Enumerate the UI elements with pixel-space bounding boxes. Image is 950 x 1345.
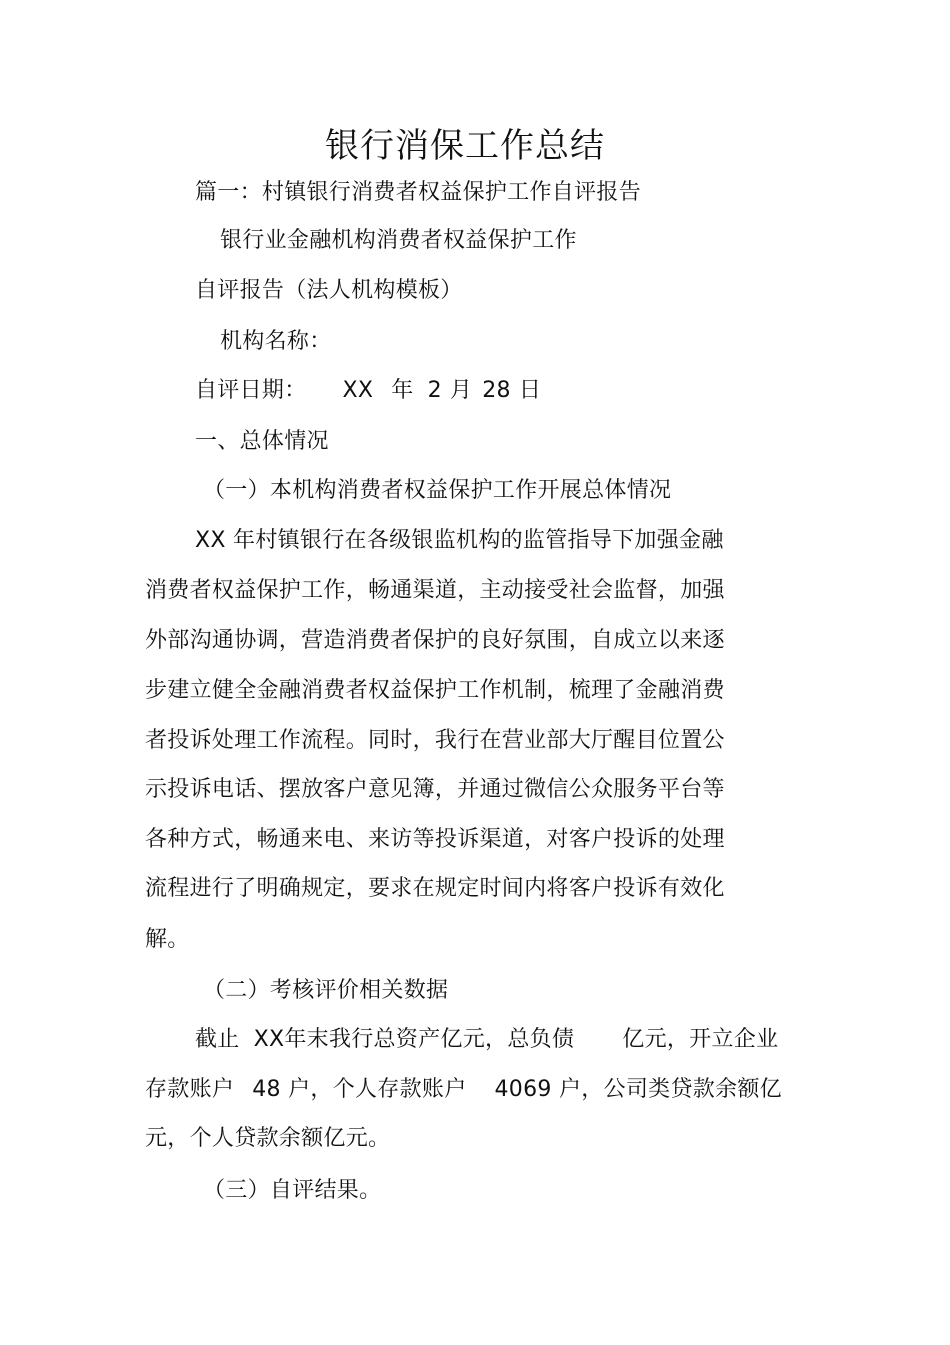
paragraph-line: 流程进行了明确规定，要求在规定时间内将客户投诉有效化 xyxy=(145,876,725,901)
para2-segment: 存款账户 xyxy=(145,1077,235,1102)
document-title: 银行消保工作总结 xyxy=(325,126,605,166)
para2-segment: 4069 户，公司类贷款余额亿 xyxy=(494,1077,782,1102)
paragraph-line: 步建立健全金融消费者权益保护工作机制，梳理了金融消费 xyxy=(145,678,725,703)
subsection-2-heading: （二）考核评价相关数据 xyxy=(203,978,449,1003)
org-name-label: 机构名称： xyxy=(220,329,332,354)
paragraph-line xyxy=(195,1025,778,1055)
paragraph-line: 外部沟通协调，营造消费者保护的良好氛围，自成立以来逐 xyxy=(145,628,725,653)
section-1-heading: 一、总体情况 xyxy=(195,429,329,454)
paragraph-line: 元，个人贷款余额亿元。 xyxy=(145,1126,391,1151)
date-year-unit: 年 xyxy=(391,378,414,403)
para2-segment: 48 户，个人存款账户 xyxy=(252,1077,467,1102)
assessment-date xyxy=(195,376,541,406)
subsection-3-heading: （三）自评结果。 xyxy=(203,1178,382,1203)
paragraph-line: 各种方式，畅通来电、来访等投诉渠道，对客户投诉的处理 xyxy=(145,827,725,852)
para2-segment: 亿元，开立企业 xyxy=(622,1027,779,1052)
para2-segment: 截止 xyxy=(195,1027,240,1052)
subsection-1-heading: （一）本机构消费者权益保护工作开展总体情况 xyxy=(203,478,672,503)
paragraph-line: 示投诉电话、摆放客户意见簿，并通过微信公众服务平台等 xyxy=(145,777,725,802)
report-heading-line-2: 自评报告（法人机构模板） xyxy=(195,278,463,303)
paragraph-line: 者投诉处理工作流程。同时，我行在营业部大厅醒目位置公 xyxy=(145,728,725,753)
date-month-unit: 月 xyxy=(449,378,473,403)
paragraph-line: 解。 xyxy=(145,927,190,952)
date-label: 自评日期： xyxy=(195,378,307,403)
paragraph-line: 消费者权益保护工作，畅通渠道，主动接受社会监督，加强 xyxy=(145,578,725,603)
date-day: 28 xyxy=(482,378,511,403)
paragraph-line xyxy=(145,1075,782,1105)
para2-segment: XX年末我行总资产亿元，总负债 xyxy=(253,1027,575,1052)
document-subtitle: 篇一：村镇银行消费者权益保护工作自评报告 xyxy=(195,180,642,205)
report-heading-line-1: 银行业金融机构消费者权益保护工作 xyxy=(220,228,577,253)
date-month: 2 xyxy=(427,378,442,403)
date-year: XX xyxy=(342,378,374,403)
paragraph-line: XX 年村镇银行在各级银监机构的监管指导下加强金融 xyxy=(195,528,724,553)
date-day-unit: 日 xyxy=(518,378,542,403)
